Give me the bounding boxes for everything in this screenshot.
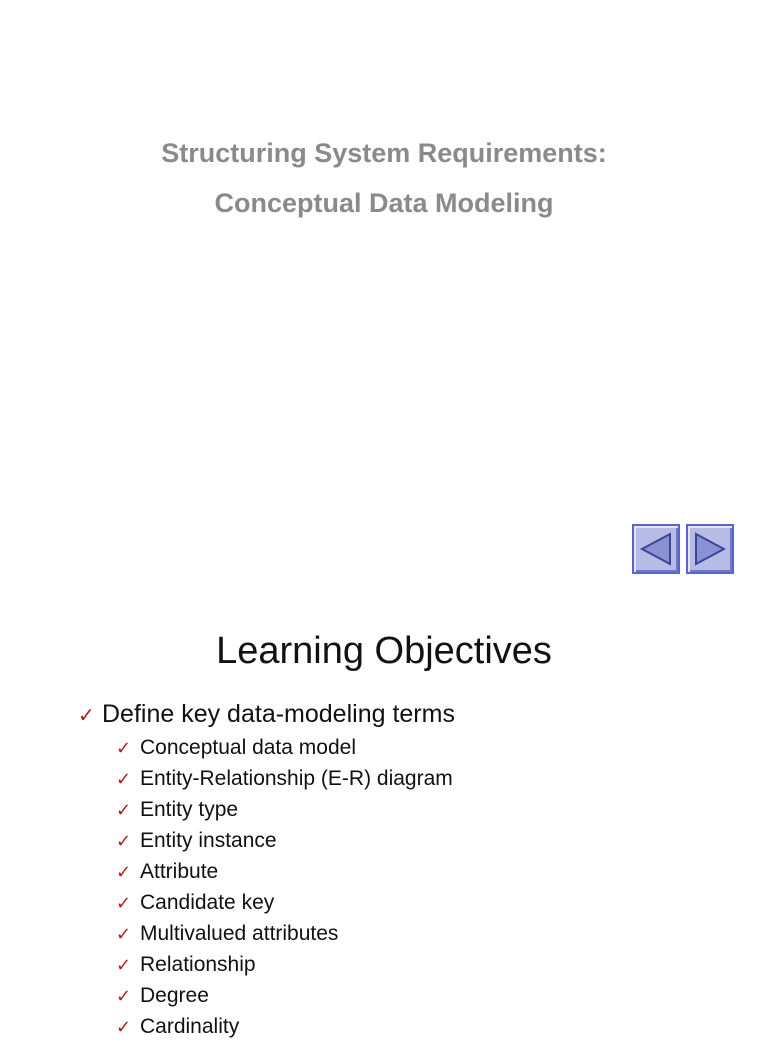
triangle-right-icon [688, 526, 732, 572]
checkmark-icon: ✓ [116, 769, 132, 789]
list-item-text: Cardinality [140, 1015, 240, 1038]
list-item-text: Candidate key [140, 891, 275, 914]
checkmark-icon: ✓ [116, 738, 132, 758]
learning-objectives-slide [0, 600, 768, 1038]
list-item [116, 980, 453, 1011]
list-item-text: Attribute [140, 860, 219, 883]
triangle-left-icon [634, 526, 678, 572]
list-item [116, 918, 453, 949]
checkmark-icon: ✓ [116, 924, 132, 944]
list-item-text: Multivalued attributes [140, 922, 339, 945]
title-line-2: Conceptual Data Modeling [214, 188, 554, 218]
checkmark-icon: ✓ [116, 955, 132, 975]
slide-navigation [632, 524, 736, 576]
checkmark-icon: ✓ [116, 986, 132, 1006]
list-item-text: Conceptual data model [140, 736, 356, 759]
list-item [116, 1011, 453, 1042]
title-line-1: Structuring System Requirements: [161, 138, 607, 168]
previous-slide-button[interactable] [632, 524, 680, 574]
list-item-text: Entity type [140, 798, 239, 821]
list-item-text: Degree [140, 984, 209, 1007]
list-item [116, 732, 453, 763]
checkmark-icon: ✓ [116, 893, 132, 913]
main-objective [78, 698, 455, 732]
checkmark-icon: ✓ [78, 705, 95, 727]
list-item [116, 825, 453, 856]
checkmark-icon: ✓ [116, 1017, 132, 1037]
list-item-text: Entity-Relationship (E-R) diagram [140, 767, 453, 790]
list-item-text: Entity instance [140, 829, 277, 852]
list-item [116, 949, 453, 980]
list-item-text: Relationship [140, 953, 256, 976]
main-objective-text: Define key data-modeling terms [102, 700, 455, 728]
list-item [116, 887, 453, 918]
checkmark-icon: ✓ [116, 862, 132, 882]
slide-title [0, 128, 768, 228]
checkmark-icon: ✓ [116, 831, 132, 851]
sub-objective-list [116, 732, 453, 1042]
next-slide-button[interactable] [686, 524, 734, 574]
list-item [116, 794, 453, 825]
checkmark-icon: ✓ [116, 800, 132, 820]
list-item [116, 763, 453, 794]
slide-heading: Learning Objectives [216, 630, 552, 672]
list-item [116, 856, 453, 887]
